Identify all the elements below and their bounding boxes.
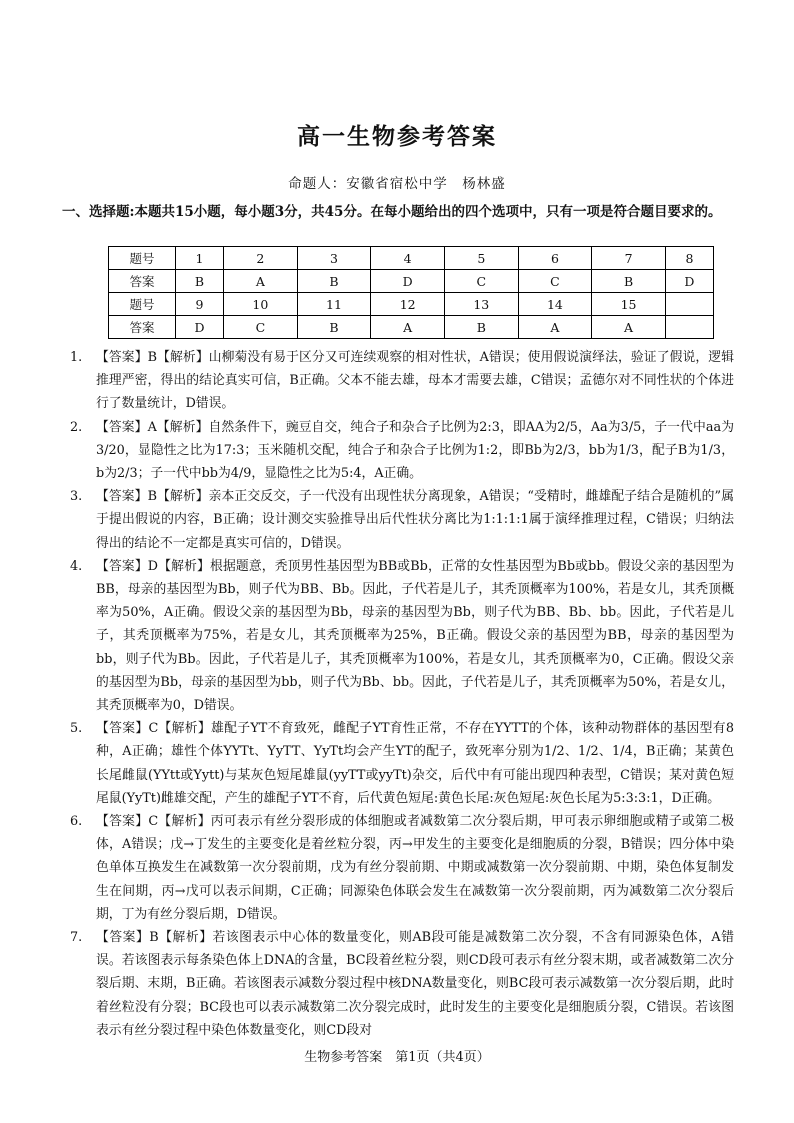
table-cell: 7 xyxy=(592,247,666,270)
item-number: 2. xyxy=(70,419,83,435)
table-cell: 10 xyxy=(224,293,298,316)
list-item xyxy=(62,416,734,486)
table-cell: 8 xyxy=(665,247,713,270)
table-row xyxy=(109,293,714,316)
list-item xyxy=(62,717,734,810)
table-cell: A xyxy=(224,270,298,293)
table-cell xyxy=(665,316,713,339)
table-cell: 13 xyxy=(444,293,518,316)
item-number: 4. xyxy=(70,558,83,574)
item-text: 【答案】B【解析】若该图表示中心体的数量变化，则AB段可能是减数第二次分裂，不含有同源染色体，A错误。若该图表示每条染色体上DNA的含量，BC段着丝粒分裂，则CD段可表示有丝分裂末期，或者减数第二次分裂后期、末期，B正确。若该图表示减数分裂过程中核DNA数量变化，则BC段可表示减数第一次分裂后期，此时着丝粒没有分裂；BC段也可以表示减数第二次分裂完成时，此时发生的主要变化是细胞质分裂，C错误。若该图表示有丝分裂过程中染色体数量变化，则CD段对 xyxy=(96,930,734,1038)
list-item xyxy=(62,555,734,717)
table-cell: 14 xyxy=(518,293,592,316)
table-cell: B xyxy=(444,316,518,339)
table-cell: C xyxy=(444,270,518,293)
item-number: 1. xyxy=(70,350,83,365)
page-title: 高一生物参考答案 xyxy=(297,123,497,150)
table-row-header: 答案 xyxy=(109,270,176,293)
table-cell: 9 xyxy=(176,293,224,316)
item-text: 【答案】C【解析】丙可表示有丝分裂形成的体细胞或者减数第二次分裂后期，甲可表示卵细胞或精子或第二极体，A错误；戊→丁发生的主要变化是着丝粒分裂，丙→甲发生的主要变化是细胞质的分裂，B错误；四分体中染色单体互换发生在减数第一次分裂前期，戊为有丝分裂前期、中期或减数第一次分裂前期、中期，染色体复制发生在间期，丙→戊可以表示间期，C正确；同源染色体联会发生在减数第一次分裂前期，丙为减数第二次分裂后期，丁为有丝分裂后期，D错误。 xyxy=(96,814,734,922)
section-heading xyxy=(62,202,734,222)
list-item xyxy=(62,810,734,926)
list-item xyxy=(62,926,734,1042)
answer-table xyxy=(108,246,714,339)
table-cell: A xyxy=(371,316,445,339)
table-cell: B xyxy=(592,270,666,293)
table-cell: 15 xyxy=(592,293,666,316)
item-number: 5. xyxy=(70,721,83,737)
table-cell: D xyxy=(371,270,445,293)
item-number: 3. xyxy=(70,489,83,505)
explanation-list xyxy=(62,346,734,1042)
item-text: 【答案】B【解析】山柳菊没有易于区分又可连续观察的相对性状，A错误；使用假说演绎法，验证了假说，逻辑推理严密，得出的结论真实可信，B正确。父本不能去雄，母本才需要去雄，C错误；孟德尔对不同性状的个体进行了数量统计，D错误。 xyxy=(96,350,734,412)
item-text: 【答案】A【解析】自然条件下，豌豆自交，纯合子和杂合子比例为2:3，即AA为2/5，Aa为3/5，子一代中aa为3/20，显隐性之比为17:3；玉米随机交配，纯合子和杂合子比例为1:2，即Bb为2/3，bb为1/3，配子B为1/3，b为2/3；子一代中bb为4/9，显隐性之比为5:4，A正确。 xyxy=(96,419,734,482)
list-item xyxy=(62,485,734,555)
table-cell: 5 xyxy=(444,247,518,270)
table-cell: B xyxy=(297,270,371,293)
table-cell: 2 xyxy=(224,247,298,270)
item-text: 【答案】B【解析】亲本正交反交，子一代没有出现性状分离现象，A错误；“受精时，雌雄配子结合是随机的”属于提出假说的内容，B正确；设计测交实验推导出后代性状分离比为1:1:1:1属于演绎推理过程，C错误；归纳法得出的结论不一定都是真实可信的，D错误。 xyxy=(96,489,734,551)
table-cell: C xyxy=(518,270,592,293)
table-cell: 6 xyxy=(518,247,592,270)
table-cell: D xyxy=(176,316,224,339)
table-cell: 3 xyxy=(297,247,371,270)
list-item xyxy=(62,346,734,416)
item-text: 【答案】C【解析】雄配子YT不育致死，雌配子YT育性正常，不存在YYTT的个体，该种动物群体的基因型有8种，A正确；雄性个体YYTt、YyTT、YyTt均会产生YT的配子，致死率分别为1/2、1/2、1/4，B正确；某黄色长尾雌鼠(YYtt或Yytt)与某灰色短尾雄鼠(yyTT或yyTt)杂交，后代中有可能出现四种表型，C错误；某对黄色短尾鼠(YyTt)雌雄交配，产生的雄配子YT不育，后代黄色短尾:黄色长尾:灰色短尾:灰色长尾为5:3:3:1，D正确。 xyxy=(96,721,734,806)
table-cell: A xyxy=(518,316,592,339)
table-cell: 11 xyxy=(297,293,371,316)
item-text: 【答案】D【解析】根据题意，秃顶男性基因型为BB或Bb，正常的女性基因型为Bb或bb。假设父亲的基因型为BB，母亲的基因型为Bb，则子代为BB、Bb。因此，子代若是儿子，其秃顶概率为100%，若是女儿，其秃顶概率为50%，A正确。假设父亲的基因型为Bb，母亲的基因型为Bb，则子代为BB、Bb、bb。因此，子代若是儿子，其秃顶概率为75%，若是女儿，其秃顶概率为25%，B正确。假设父亲的基因型为BB，母亲的基因型为bb，则子代为Bb。因此，子代若是儿子，其秃顶概率为100%，若是女儿，其秃顶概率为0，C正确。假设父亲的基因型为Bb，母亲的基因型为bb，则子代为Bb、bb。因此，子代若是儿子，其秃顶概率为50%，若是女儿，其秃顶概率为0，D错误。 xyxy=(96,558,734,714)
table-cell: B xyxy=(297,316,371,339)
table-row xyxy=(109,316,714,339)
table-cell: 4 xyxy=(371,247,445,270)
table-row-header: 题号 xyxy=(109,247,176,270)
table-row-header: 题号 xyxy=(109,293,176,316)
table-row xyxy=(109,247,714,270)
table-row xyxy=(109,270,714,293)
table-cell: 12 xyxy=(371,293,445,316)
table-cell: 1 xyxy=(176,247,224,270)
table-cell: D xyxy=(665,270,713,293)
item-number: 7. xyxy=(70,930,83,946)
table-cell xyxy=(665,293,713,316)
table-row-header: 答案 xyxy=(109,316,176,339)
table-cell: B xyxy=(176,270,224,293)
section-heading-text: 一、选择题:本题共15小题，每小题3分，共45分。在每小题给出的四个选项中，只有一项是符合题目要求的。 xyxy=(62,204,722,220)
page-footer: 生物参考答案 第1页（共4页） xyxy=(304,1050,490,1065)
table-cell: A xyxy=(592,316,666,339)
table-cell: C xyxy=(224,316,298,339)
item-number: 6. xyxy=(70,814,83,830)
author-line: 命题人：安徽省宿松中学 杨林盛 xyxy=(288,176,506,192)
